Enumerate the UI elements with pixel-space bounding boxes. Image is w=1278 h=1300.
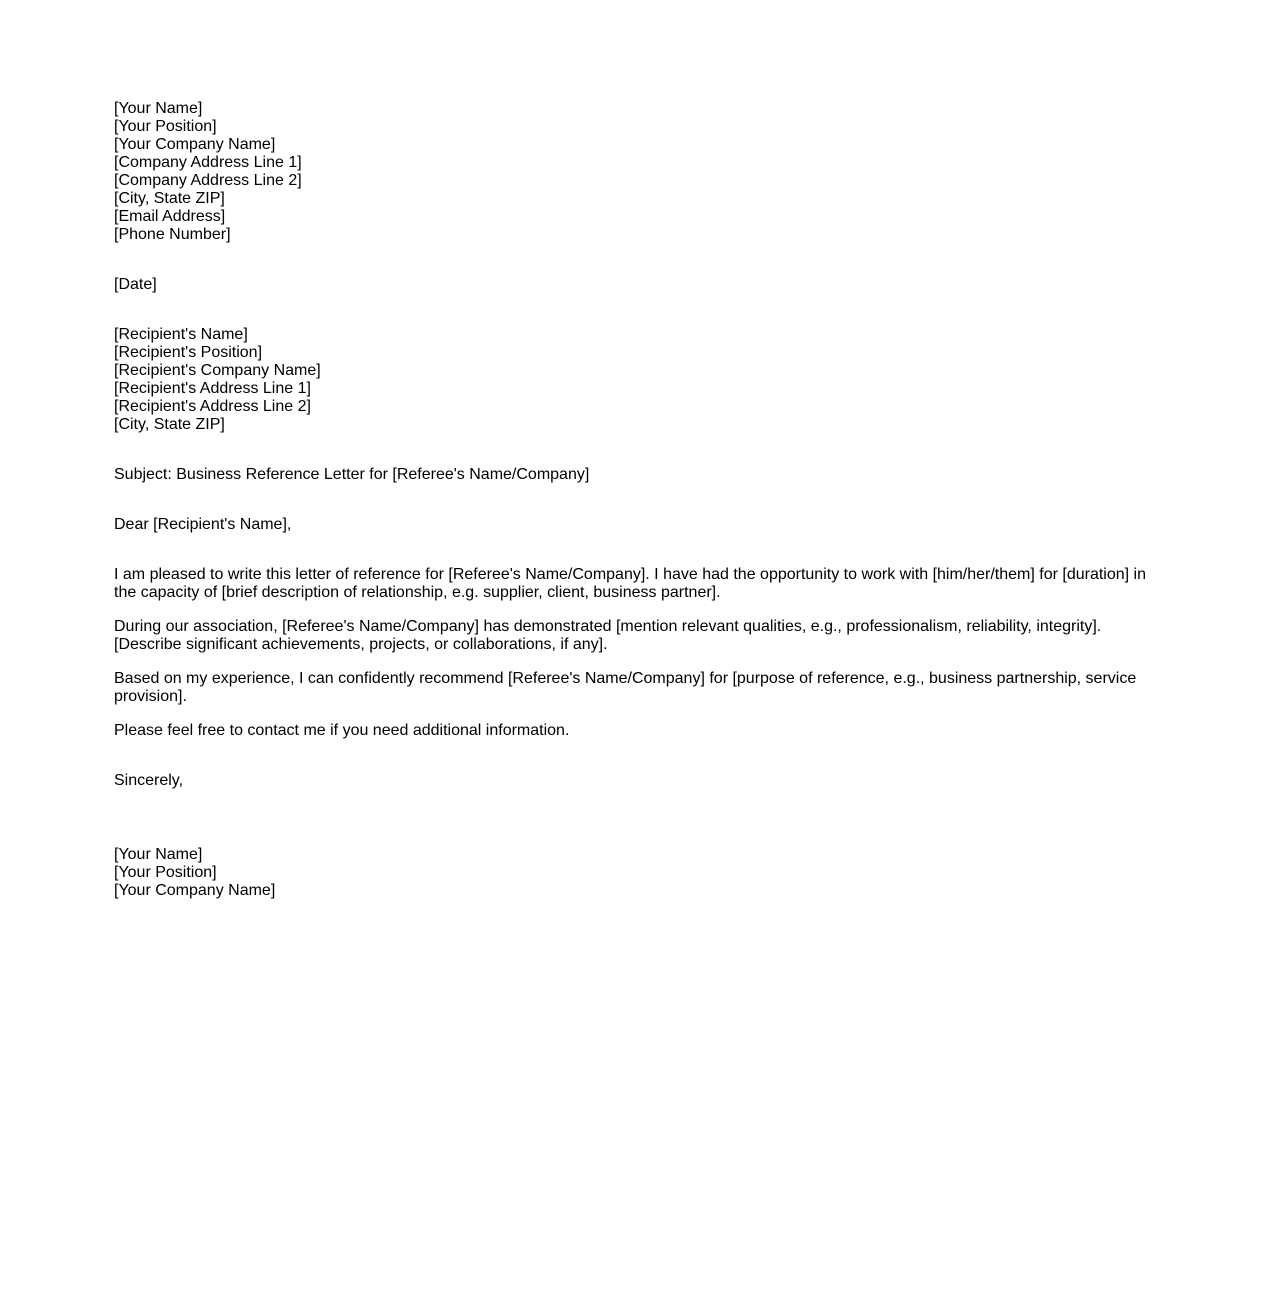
body-paragraph-2: During our association, [Referee's Name/Company] has demonstrated [mention relevant qualities, e.g., professionalism, reliability, integrity]. [Describe significant achievements, projects, or collaborations, if any].: [114, 618, 1102, 653]
sender-address-block: [114, 100, 1154, 244]
sender-email: [Email Address]: [114, 208, 226, 225]
salutation: Dear [Recipient's Name],: [114, 516, 292, 533]
signature-name: [Your Name]: [114, 846, 203, 863]
body-paragraph-4: Please feel free to contact me if you need additional information.: [114, 722, 570, 739]
letter-body: [114, 566, 1154, 740]
body-paragraph-1: I am pleased to write this letter of reference for [Referee's Name/Company]. I have had the opportunity to work with [him/her/them] for [duration] in the capacity of [brief description of relationship, e.g. supplier, client, business partner].: [114, 566, 1146, 601]
body-paragraph-3: Based on my experience, I can confidently recommend [Referee's Name/Company] for [purpose of reference, e.g., business partnership, service provision].: [114, 670, 1137, 705]
sender-phone: [Phone Number]: [114, 226, 231, 243]
signature-block: [114, 846, 1154, 900]
signature-position: [Your Position]: [114, 864, 217, 881]
recipient-address-block: [114, 326, 1154, 434]
recipient-city-state-zip: [City, State ZIP]: [114, 416, 225, 433]
sender-company: [Your Company Name]: [114, 136, 276, 153]
signature-company: [Your Company Name]: [114, 882, 276, 899]
sender-name: [Your Name]: [114, 100, 203, 117]
letter-date: [Date]: [114, 276, 157, 293]
sender-position: [Your Position]: [114, 118, 217, 135]
recipient-address-line-1: [Recipient's Address Line 1]: [114, 380, 311, 397]
sender-city-state-zip: [City, State ZIP]: [114, 190, 225, 207]
recipient-name: [Recipient's Name]: [114, 326, 248, 343]
recipient-address-line-2: [Recipient's Address Line 2]: [114, 398, 311, 415]
date-block: [114, 276, 1154, 294]
recipient-company: [Recipient's Company Name]: [114, 362, 321, 379]
closing: Sincerely,: [114, 772, 184, 789]
subject-line: Subject: Business Reference Letter for [Referee's Name/Company]: [114, 466, 590, 483]
sender-address-line-2: [Company Address Line 2]: [114, 172, 302, 189]
letter-document: [114, 100, 1154, 900]
recipient-position: [Recipient's Position]: [114, 344, 263, 361]
sender-address-line-1: [Company Address Line 1]: [114, 154, 302, 171]
